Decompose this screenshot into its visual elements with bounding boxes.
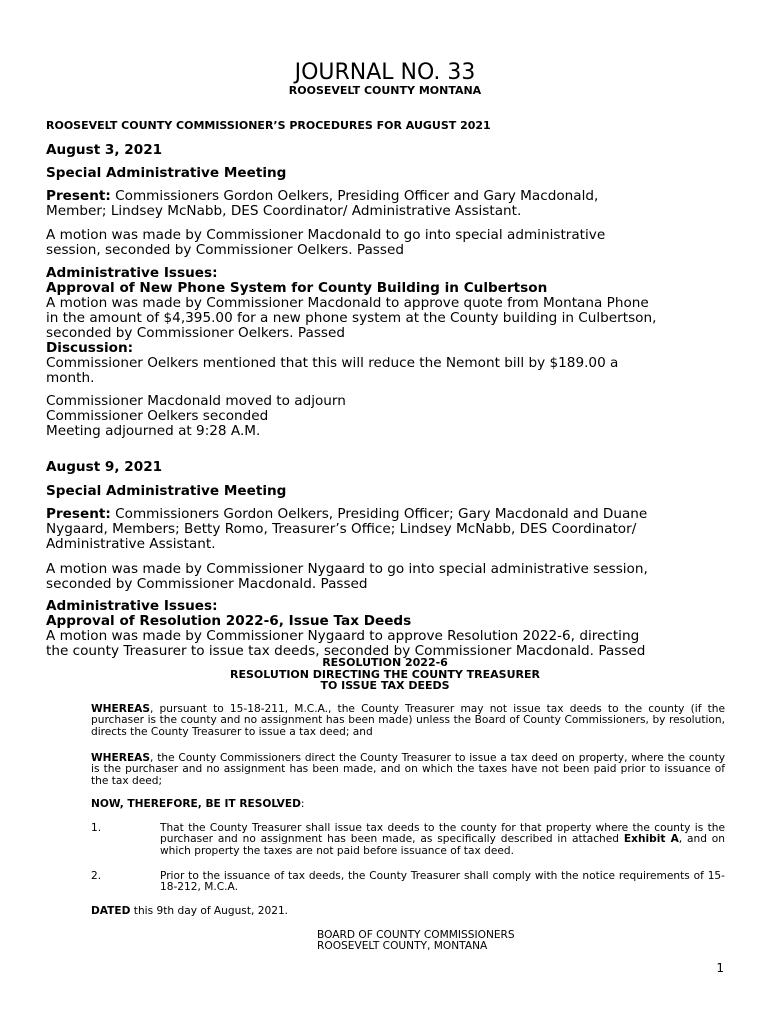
meeting1-type: Special Administrative Meeting [46, 165, 287, 181]
page-number: 1 [716, 961, 724, 975]
meeting1-admin-block: Administrative Issues: Approval of New Phone System for County Building in Culbertson A motion was made by Commissioner Macdonald to approve quote from Montana Phone in the amount of $4,395.00 for a new phone system at the County building in Culbertson, seconded by Commissioner Oelkers. Passed Discussion: Commissioner Oelkers mentioned that this will reduce the Nemont bill by $189.00 a month. [46, 265, 657, 386]
agenda-item-title: Approval of New Phone System for County Building in Culbertson [46, 280, 548, 296]
meeting2-type: Special Administrative Meeting [46, 483, 287, 499]
meeting1-motion: A motion was made by Commissioner Macdonald to go into special administrative session, seconded by Commissioner Oelkers. Passed [46, 227, 606, 258]
agenda-item-title: Approval of Resolution 2022-6, Issue Tax Deeds [46, 613, 412, 629]
list-item: Prior to the issuance of tax deeds, the County Treasurer shall comply with the notice requirements of 15-18-212, M.C.A. [160, 870, 725, 894]
dated-line: DATED this 9th day of August, 2021. [91, 905, 289, 917]
resolution-heading: RESOLUTION 2022-6 RESOLUTION DIRECTING THE COUNTY TREASURER TO ISSUE TAX DEEDS [230, 656, 540, 692]
discussion-label: Discussion: [46, 340, 134, 356]
meeting1-adjourn: Commissioner Macdonald moved to adjourn Commissioner Oelkers seconded Meeting adjourned at 9:28 A.M. [46, 393, 346, 439]
meeting2-motion: A motion was made by Commissioner Nygaard to go into special administrative session, seconded by Commissioner Macdonald. Passed [46, 561, 648, 592]
list-item-number: 2. [91, 870, 102, 882]
present-label: Present: [46, 188, 111, 204]
present-label: Present: [46, 506, 111, 522]
exhibit-reference: Exhibit A [623, 833, 679, 846]
whereas-paragraph-1: WHEREAS, pursuant to 15-18-211, M.C.A., the County Treasurer may not issue tax deeds to the county (if the purchaser is the county and no assignment has been made) unless the Board of County Commissioners, by resolution, directs the County Treasurer to issue a tax deed; and [91, 703, 725, 738]
admin-issues-heading: Administrative Issues: [46, 265, 218, 281]
meeting1-date: August 3, 2021 [46, 142, 163, 158]
list-item: That the County Treasurer shall issue tax deeds to the county for that property where the county is the purchaser and no assignment has been made, as specifically described in attached Exhibit A, and on which property the taxes are not paid before issuance of tax deed. [160, 822, 725, 857]
county-subtitle: ROOSEVELT COUNTY MONTANA [288, 84, 482, 97]
whereas-paragraph-2: WHEREAS, the County Commissioners direct the County Treasurer to issue a tax deed on property, where the county is the purchaser and no assignment has been made, and on which the taxes have not been paid prior to issuance of the tax deed; [91, 752, 725, 787]
journal-title: JOURNAL NO. 33 [294, 60, 476, 85]
meeting2-date: August 9, 2021 [46, 459, 163, 475]
list-item-number: 1. [91, 822, 102, 834]
resolved-clause: NOW, THEREFORE, BE IT RESOLVED: [91, 798, 305, 810]
signature-block: BOARD OF COUNTY COMMISSIONERS ROOSEVELT COUNTY, MONTANA [317, 929, 515, 953]
meeting2-present: Present: Commissioners Gordon Oelkers, Presiding Officer; Gary Macdonald and Duane Nygaard, Members; Betty Romo, Treasurer’s Office; Lindsey McNabb, DES Coordinator/ Administrative Assistant. [46, 506, 648, 552]
meeting2-admin-block: Administrative Issues: Approval of Resolution 2022-6, Issue Tax Deeds A motion was made by Commissioner Nygaard to approve Resolution 2022-6, directing the county Treasurer to issue tax deeds, seconded by Commissioner Macdonald. Passed [46, 598, 646, 659]
meeting1-present: Present: Commissioners Gordon Oelkers, Presiding Officer and Gary Macdonald, Member; Lindsey McNabb, DES Coordinator/ Administrative Assistant. [46, 188, 599, 219]
procedures-heading: ROOSEVELT COUNTY COMMISSIONER’S PROCEDURES FOR AUGUST 2021 [46, 119, 491, 132]
admin-issues-heading: Administrative Issues: [46, 598, 218, 614]
